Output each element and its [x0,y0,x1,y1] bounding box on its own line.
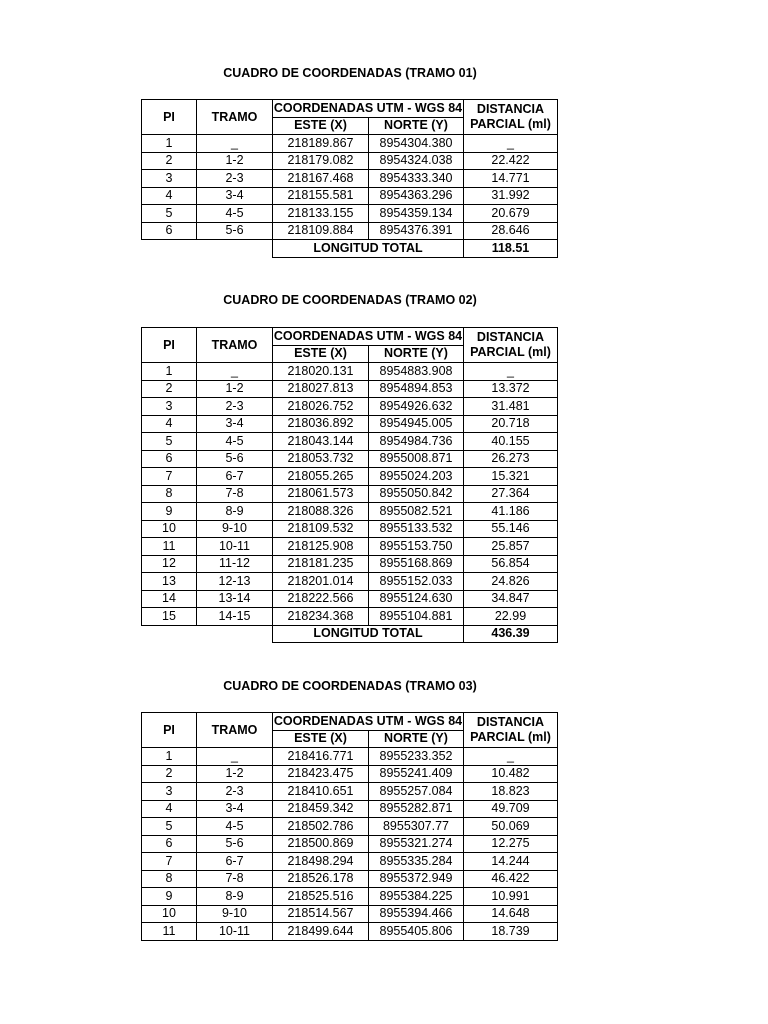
cell-distancia: 13.372 [464,380,558,398]
cell-pi: 6 [142,450,197,468]
longitud-total-value: 436.39 [464,625,558,643]
cell-tramo: 5-6 [197,835,273,853]
cell-pi: 7 [142,468,197,486]
cell-distancia: 22.99 [464,608,558,626]
cell-norte: 8955257.084 [369,783,464,801]
table-row [142,135,558,153]
cell-distancia: 24.826 [464,573,558,591]
longitud-total-label: LONGITUD TOTAL [273,240,464,258]
cell-tramo: 3-4 [197,415,273,433]
table-row [142,222,558,240]
cell-tramo: 6-7 [197,468,273,486]
header-tramo: TRAMO [197,713,273,748]
cell-pi: 1 [142,135,197,153]
cell-norte: 8955384.225 [369,888,464,906]
cell-distancia: _ [464,363,558,381]
cell-distancia: 46.422 [464,870,558,888]
cell-este: 218133.155 [273,205,369,223]
cell-tramo: 4-5 [197,205,273,223]
cell-pi: 4 [142,187,197,205]
cell-norte: 8955168.869 [369,555,464,573]
cell-tramo: _ [197,135,273,153]
cell-norte: 8955241.409 [369,765,464,783]
cell-tramo: 10-11 [197,538,273,556]
table-row [142,765,558,783]
cell-distancia: 31.481 [464,398,558,416]
cell-distancia: 34.847 [464,590,558,608]
cell-norte: 8954304.380 [369,135,464,153]
table-row [142,748,558,766]
cell-este: 218179.082 [273,152,369,170]
cell-este: 218498.294 [273,853,369,871]
cell-distancia: 20.679 [464,205,558,223]
cell-distancia: 28.646 [464,222,558,240]
header-coordenadas: COORDENADAS UTM - WGS 84 [273,100,464,118]
table-row [142,800,558,818]
cell-distancia: 20.718 [464,415,558,433]
table-row [142,503,558,521]
table-row [142,555,558,573]
cell-distancia: 31.992 [464,187,558,205]
cell-norte: 8955008.871 [369,450,464,468]
cell-este: 218189.867 [273,135,369,153]
cell-norte: 8955321.274 [369,835,464,853]
cell-este: 218109.884 [273,222,369,240]
cell-norte: 8955133.532 [369,520,464,538]
table-row [142,923,558,941]
cell-este: 218055.265 [273,468,369,486]
cell-norte: 8955233.352 [369,748,464,766]
cell-tramo: 14-15 [197,608,273,626]
cell-pi: 4 [142,800,197,818]
cell-distancia: 27.364 [464,485,558,503]
cell-pi: 1 [142,363,197,381]
table-row [142,608,558,626]
cell-pi: 14 [142,590,197,608]
table-row [142,538,558,556]
cell-tramo: 5-6 [197,450,273,468]
cell-pi: 11 [142,538,197,556]
cell-distancia: 18.739 [464,923,558,941]
cell-norte: 8955124.630 [369,590,464,608]
cell-pi: 10 [142,520,197,538]
cell-pi: 2 [142,765,197,783]
cell-norte: 8955024.203 [369,468,464,486]
table-row [142,205,558,223]
table-row [142,888,558,906]
cell-este: 218027.813 [273,380,369,398]
cell-tramo: 8-9 [197,888,273,906]
table-row [142,433,558,451]
cell-pi: 8 [142,485,197,503]
header-este: ESTE (X) [273,730,369,748]
table-row [142,573,558,591]
cell-tramo: 2-3 [197,170,273,188]
cell-tramo: 1-2 [197,380,273,398]
cell-norte: 8954359.134 [369,205,464,223]
table-row [142,398,558,416]
cell-distancia: 55.146 [464,520,558,538]
table-title-tramo-02: CUADRO DE COORDENADAS (TRAMO 02) [223,293,477,307]
cell-tramo: 10-11 [197,923,273,941]
cell-pi: 9 [142,503,197,521]
cell-distancia: _ [464,135,558,153]
cell-norte: 8954894.853 [369,380,464,398]
cell-distancia: 26.273 [464,450,558,468]
cell-pi: 6 [142,222,197,240]
cell-norte: 8954945.005 [369,415,464,433]
table-row [142,905,558,923]
header-distancia: DISTANCIA PARCIAL (ml) [464,713,558,748]
cell-distancia: 18.823 [464,783,558,801]
cell-norte: 8955104.881 [369,608,464,626]
cell-pi: 3 [142,398,197,416]
cell-tramo: 1-2 [197,152,273,170]
cell-tramo: 9-10 [197,520,273,538]
cell-norte: 8955282.871 [369,800,464,818]
cell-este: 218222.566 [273,590,369,608]
header-pi: PI [142,713,197,748]
cell-pi: 15 [142,608,197,626]
header-este: ESTE (X) [273,117,369,135]
table-row [142,468,558,486]
cell-distancia: 14.648 [464,905,558,923]
cell-distancia: 25.857 [464,538,558,556]
cell-pi: 13 [142,573,197,591]
cell-norte: 8955153.750 [369,538,464,556]
table-row [142,485,558,503]
cell-norte: 8955394.466 [369,905,464,923]
cell-tramo: 6-7 [197,853,273,871]
cell-pi: 1 [142,748,197,766]
table-row [142,853,558,871]
cell-tramo: 11-12 [197,555,273,573]
coords-table-tramo-01 [141,99,558,258]
table-row [142,870,558,888]
table-row [142,170,558,188]
table-row [142,818,558,836]
cell-pi: 9 [142,888,197,906]
header-coordenadas: COORDENADAS UTM - WGS 84 [273,713,464,731]
cell-distancia: 50.069 [464,818,558,836]
cell-este: 218234.368 [273,608,369,626]
header-norte: NORTE (Y) [369,117,464,135]
cell-norte: 8955082.521 [369,503,464,521]
cell-pi: 12 [142,555,197,573]
cell-norte: 8954333.340 [369,170,464,188]
cell-tramo: 4-5 [197,433,273,451]
cell-distancia: 10.991 [464,888,558,906]
cell-norte: 8954926.632 [369,398,464,416]
cell-norte: 8954324.038 [369,152,464,170]
cell-distancia: 40.155 [464,433,558,451]
cell-este: 218155.581 [273,187,369,205]
cell-distancia: 14.771 [464,170,558,188]
cell-distancia: 56.854 [464,555,558,573]
cell-tramo: 5-6 [197,222,273,240]
cell-este: 218053.732 [273,450,369,468]
cell-distancia: _ [464,748,558,766]
cell-tramo: 1-2 [197,765,273,783]
cell-este: 218181.235 [273,555,369,573]
cell-este: 218109.532 [273,520,369,538]
header-pi: PI [142,100,197,135]
longitud-total-value: 118.51 [464,240,558,258]
header-tramo: TRAMO [197,100,273,135]
cell-tramo: 2-3 [197,398,273,416]
header-este: ESTE (X) [273,345,369,363]
cell-este: 218410.651 [273,783,369,801]
table-title-tramo-01: CUADRO DE COORDENADAS (TRAMO 01) [223,66,477,80]
cell-norte: 8954883.908 [369,363,464,381]
table-row [142,380,558,398]
cell-este: 218036.892 [273,415,369,433]
cell-este: 218026.752 [273,398,369,416]
cell-tramo: 13-14 [197,590,273,608]
cell-norte: 8955050.842 [369,485,464,503]
table-row [142,415,558,433]
header-distancia: DISTANCIA PARCIAL (ml) [464,328,558,363]
cell-este: 218459.342 [273,800,369,818]
cell-tramo: 9-10 [197,905,273,923]
cell-este: 218514.567 [273,905,369,923]
blank-cell [142,240,273,258]
cell-pi: 4 [142,415,197,433]
table-row [142,590,558,608]
cell-pi: 3 [142,783,197,801]
longitud-total-label: LONGITUD TOTAL [273,625,464,643]
cell-este: 218125.908 [273,538,369,556]
header-pi: PI [142,328,197,363]
table-row [142,363,558,381]
cell-tramo: 12-13 [197,573,273,591]
cell-distancia: 41.186 [464,503,558,521]
cell-tramo: _ [197,748,273,766]
cell-este: 218061.573 [273,485,369,503]
cell-tramo: 8-9 [197,503,273,521]
cell-norte: 8955307.77 [369,818,464,836]
cell-pi: 11 [142,923,197,941]
cell-distancia: 14.244 [464,853,558,871]
cell-norte: 8954376.391 [369,222,464,240]
header-coordenadas: COORDENADAS UTM - WGS 84 [273,328,464,346]
cell-norte: 8955405.806 [369,923,464,941]
table-row [142,152,558,170]
cell-este: 218499.644 [273,923,369,941]
cell-tramo: 4-5 [197,818,273,836]
total-row [142,625,558,643]
cell-pi: 2 [142,152,197,170]
cell-pi: 6 [142,835,197,853]
table-row [142,783,558,801]
cell-tramo: 3-4 [197,187,273,205]
cell-pi: 5 [142,818,197,836]
cell-pi: 7 [142,853,197,871]
cell-este: 218416.771 [273,748,369,766]
cell-este: 218500.869 [273,835,369,853]
cell-pi: 5 [142,205,197,223]
cell-pi: 10 [142,905,197,923]
cell-norte: 8955152.033 [369,573,464,591]
cell-norte: 8954363.296 [369,187,464,205]
table-row [142,835,558,853]
cell-norte: 8954984.736 [369,433,464,451]
coords-table-tramo-03 [141,712,558,941]
cell-tramo: 7-8 [197,870,273,888]
cell-este: 218526.178 [273,870,369,888]
cell-pi: 8 [142,870,197,888]
cell-tramo: 3-4 [197,800,273,818]
table-row [142,520,558,538]
table-row [142,187,558,205]
cell-distancia: 22.422 [464,152,558,170]
cell-tramo: 2-3 [197,783,273,801]
header-distancia: DISTANCIA PARCIAL (ml) [464,100,558,135]
cell-este: 218043.144 [273,433,369,451]
cell-distancia: 12.275 [464,835,558,853]
cell-este: 218525.516 [273,888,369,906]
cell-pi: 3 [142,170,197,188]
cell-este: 218167.468 [273,170,369,188]
cell-norte: 8955335.284 [369,853,464,871]
total-row [142,240,558,258]
cell-tramo: _ [197,363,273,381]
cell-este: 218201.014 [273,573,369,591]
cell-pi: 5 [142,433,197,451]
cell-distancia: 15.321 [464,468,558,486]
cell-este: 218502.786 [273,818,369,836]
blank-cell [142,625,273,643]
cell-este: 218423.475 [273,765,369,783]
header-norte: NORTE (Y) [369,345,464,363]
coords-table-tramo-02 [141,327,558,643]
cell-distancia: 49.709 [464,800,558,818]
header-tramo: TRAMO [197,328,273,363]
cell-pi: 2 [142,380,197,398]
table-row [142,450,558,468]
cell-este: 218088.326 [273,503,369,521]
cell-tramo: 7-8 [197,485,273,503]
header-norte: NORTE (Y) [369,730,464,748]
cell-este: 218020.131 [273,363,369,381]
table-title-tramo-03: CUADRO DE COORDENADAS (TRAMO 03) [223,679,477,693]
cell-distancia: 10.482 [464,765,558,783]
cell-norte: 8955372.949 [369,870,464,888]
